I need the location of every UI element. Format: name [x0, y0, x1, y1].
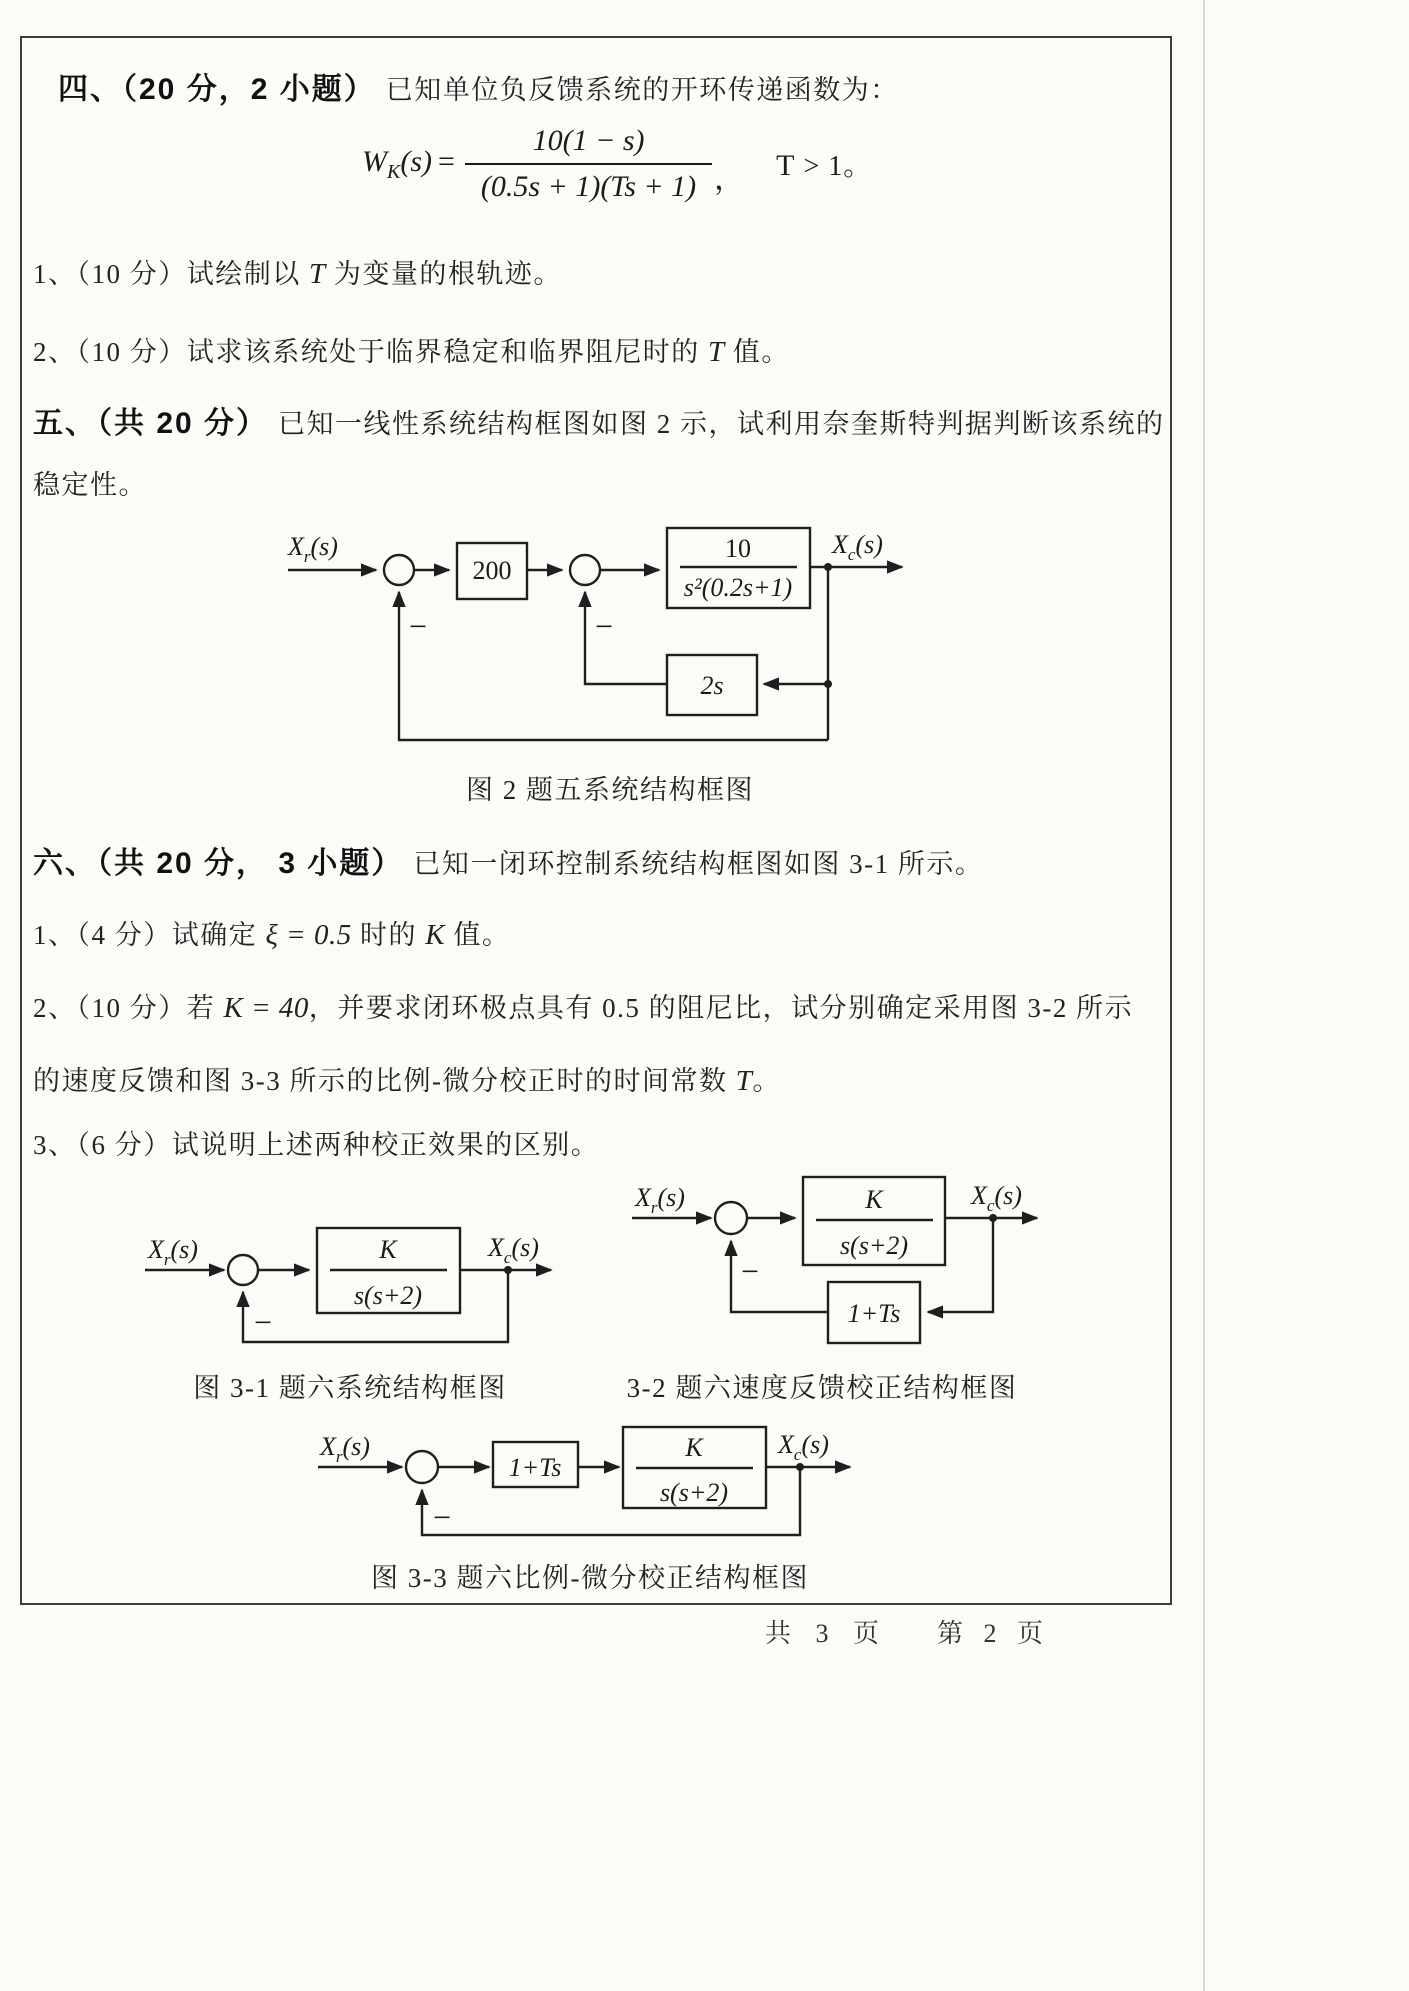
fig2-minus-sign-inner: −: [595, 608, 614, 644]
text-segment: K: [425, 919, 446, 951]
fig3-1-input-signal-label: $X_r(s)$: [148, 1235, 198, 1269]
fig3-1-summing-junction: [228, 1255, 258, 1285]
text-segment: 时的: [351, 920, 426, 950]
text-segment: 已知一闭环控制系统结构框图如图 3-1 所示。: [413, 849, 984, 879]
fig2-summing-junction-2: [570, 555, 600, 585]
question6-item1: [33, 913, 510, 952]
text-segment: ，并要求闭环极点具有 0.5 的阻尼比，试分别确定采用图 3-2 所示: [308, 993, 1134, 1023]
fig2-input-signal-label: $X_r(s)$: [288, 532, 338, 566]
fig3-3-plant-denominator: s(s+2): [659, 1478, 729, 1507]
fig3-1-plant-numerator: K: [379, 1235, 397, 1264]
text-segment: 已知单位负反馈系统的开环传递函数为：: [385, 75, 899, 105]
fig3-3-minus-sign: −: [433, 1499, 452, 1535]
text-segment: 值。: [724, 337, 790, 367]
fig3-3-block-diagram: [300, 1420, 870, 1545]
fraction-denominator: (0.5s + 1)(Ts + 1): [465, 163, 712, 204]
fig2-block-diagram: [270, 515, 930, 765]
current-page-label: 第 2 页: [937, 1619, 1046, 1648]
question5-heading-line2: [33, 463, 147, 502]
text-segment: T: [309, 258, 326, 290]
fig3-1-caption: 图 3-1 题六系统结构框图: [193, 1373, 507, 1403]
text-segment: 四、（20 分，2 小题）: [58, 73, 376, 106]
formula-lhs: $W_K(s)$ =: [362, 144, 455, 183]
text-segment: 的速度反馈和图 3-3 所示的比例-微分校正时的时间常数: [33, 1066, 736, 1096]
text-segment: 稳定性。: [33, 470, 147, 500]
text-segment: 为变量的根轨迹。: [325, 259, 562, 289]
text-segment: 2、（10 分）试求该系统处于临界稳定和临界阻尼时的: [33, 337, 708, 367]
text-segment: K = 40: [223, 992, 309, 1024]
paper-edge-line: [1203, 0, 1205, 1991]
fig3-2-feedback-block-label: 1+Ts: [847, 1299, 901, 1328]
fig3-2-input-signal-label: $X_r(s)$: [635, 1183, 685, 1217]
text-segment: T: [776, 149, 796, 182]
text-segment: 2、（10 分）若: [33, 993, 224, 1023]
fig3-2-plant-denominator: s(s+2): [839, 1231, 909, 1260]
fig3-1-minus-sign: −: [254, 1304, 273, 1340]
fig2-caption: 图 2 题五系统结构框图: [466, 775, 754, 805]
question5-heading: [33, 398, 1165, 442]
formula-fraction: [465, 124, 712, 204]
question6-item3: [33, 1123, 599, 1162]
fig3-2-caption: 3-2 题六速度反馈校正结构框图: [626, 1373, 1018, 1403]
fig3-3-plant-numerator: K: [685, 1433, 703, 1462]
fig3-2-summing-junction: [715, 1202, 747, 1234]
question6-heading: [33, 838, 983, 882]
fig2-summing-junction-1: [384, 555, 414, 585]
question6-item2-line2: [33, 1059, 781, 1098]
fig2-outer-feedback-line: [399, 592, 828, 740]
fig3-2-block-diagram: [610, 1170, 1060, 1355]
text-segment: 值。: [445, 920, 511, 950]
fig3-2-plant-numerator: K: [865, 1185, 883, 1214]
fig3-1-output-signal-label: $X_c(s)$: [488, 1233, 539, 1267]
question4-heading: [58, 64, 899, 108]
fig3-3-pd-block-label: 1+Ts: [508, 1453, 562, 1482]
question4-item2: [33, 330, 790, 369]
formula-condition: [776, 144, 872, 184]
fig3-3-summing-junction: [406, 1451, 438, 1483]
text-segment: T: [735, 1065, 753, 1097]
fraction-numerator: 10(1 − s): [532, 124, 645, 157]
question4-item1: [33, 252, 562, 291]
open-loop-transfer-function-formula: [362, 124, 872, 204]
fig3-3-input-signal-label: $X_r(s)$: [320, 1432, 370, 1466]
text-segment: 3、（6 分）试说明上述两种校正效果的区别。: [33, 1130, 600, 1160]
fig2-gain-block-label: 200: [472, 556, 512, 585]
text-segment: ξ = 0.5: [265, 919, 352, 951]
fig3-3-output-signal-label: $X_c(s)$: [778, 1430, 829, 1464]
text-segment: 1、（4 分）试确定: [33, 920, 266, 950]
text-segment: 1、（10 分）试绘制以: [33, 259, 309, 289]
fig3-1-plant-denominator: s(s+2): [353, 1281, 423, 1310]
fig2-minus-sign-outer: −: [409, 608, 428, 644]
text-segment: T: [708, 336, 725, 368]
text-segment: 五、（共 20 分）: [33, 407, 269, 440]
formula-comma: ，: [714, 163, 745, 196]
fig3-3-caption: 图 3-3 题六比例-微分校正结构框图: [371, 1563, 809, 1593]
fig2-plant-numerator: 10: [725, 534, 751, 563]
text-segment: 六、（共 20 分， 3 小题）: [33, 847, 404, 880]
text-segment: 。: [752, 1066, 781, 1096]
fig3-2-output-signal-label: $X_c(s)$: [971, 1181, 1022, 1215]
text-segment: 已知一线性系统结构框图如图 2 示，试利用奈奎斯特判据判断该系统的: [278, 409, 1165, 439]
fig2-plant-denominator: s²(0.2s+1): [683, 573, 793, 602]
total-pages-label: 共 3 页: [765, 1619, 882, 1648]
question6-item2-line1: [33, 986, 1133, 1025]
fig3-2-minus-sign: −: [741, 1253, 760, 1289]
fig2-rate-block-label: 2s: [700, 671, 724, 700]
fig2-output-signal-label: $X_c(s)$: [832, 530, 883, 564]
fig3-1-block-diagram: [120, 1225, 580, 1355]
fig3-3-feedback-line: [422, 1467, 800, 1535]
text-segment: > 1。: [795, 151, 873, 182]
